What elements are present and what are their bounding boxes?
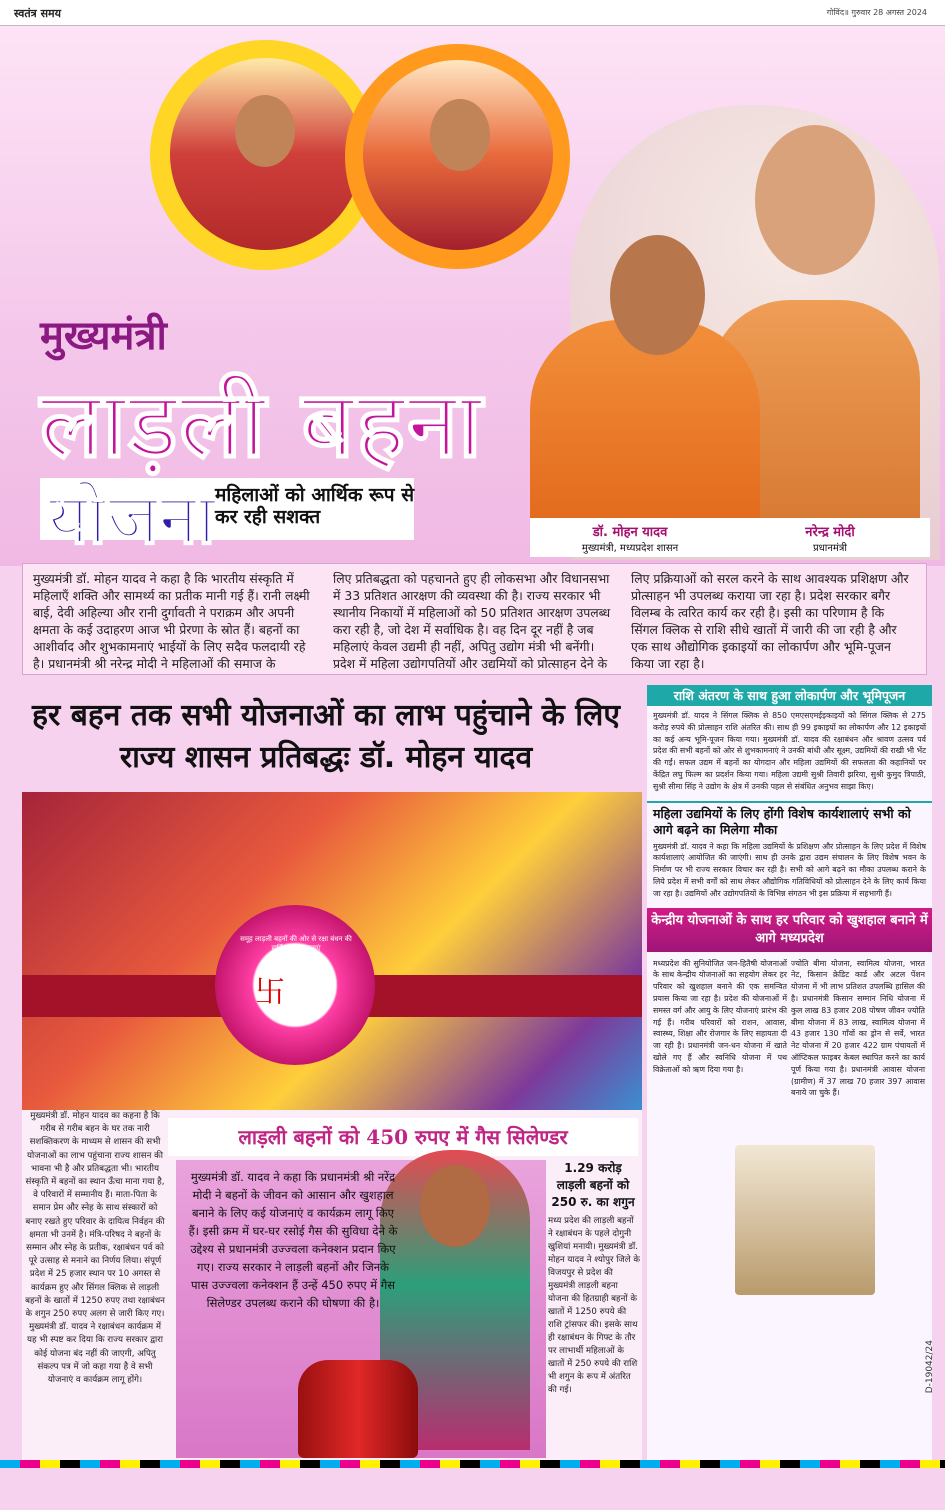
hero-title-line3: योजना	[48, 477, 216, 560]
intro-col-3: लिए प्रक्रियाओं को सरल करने के साथ आवश्यक प्रशिक्षण और प्रोत्साहन भी उपलब्ध कराया जा रहा है। प्रदेश सरकार बगैर विलम्ब के त्वरित कार्य कर रही है। इसी का परिणाम है कि सिंगल क्लिक से राशि सीधे खातों में जारी की जा रही है और एक साथ औद्योगिक इकाइयों का लोकार्पण और भूमि-पूजन किया जा रहा है।	[631, 571, 909, 670]
hero-title-line1: मुख्यमंत्री	[40, 312, 167, 359]
woman-face	[420, 1165, 490, 1247]
hero-title-line2: लाड़ली बहना	[40, 370, 484, 478]
gas-cylinder	[298, 1360, 418, 1458]
right-bar-3: केन्द्रीय योजनाओं के साथ हर परिवार को खुशहाल बनाने में आगे मध्यप्रदेश	[647, 908, 932, 952]
gas-mid-heading: 1.29 करोड़ लाड़ली बहनों को 250 रु. का शगुन	[551, 1161, 635, 1209]
right-text-3a: मध्यप्रदेश की सुनियोजित जन-हितैषी योजनाओं के साथ केन्द्रीय योजनाओं का सहयोग लेकर हर परिवार को खुशहाल बनाने की एक समन्वित प्रयास किया जा रहा है। प्रदेश की योजनाओं में समस्त वर्ग और आयु के लिए योजनाएं प्रारंभ की गई हैं। गरीब परिवारों को राशन, आवास, स्वास्थ्य, शिक्षा और रोजगार के लिए सहायता दी जा रही है। प्रधानमंत्री जन-धन योजना में खाते खोले गए हैं और स्वनिधि योजना में पथ विक्रेताओं को ऋण दिया गया है।	[653, 958, 787, 1074]
gas-panel-text: मुख्यमंत्री डॉ. यादव ने कहा कि प्रधानमंत्री श्री नरेंद्र मोदी ने बहनों के जीवन को आसान और खुशहाल बनाने के लिए कई योजनाएं व कार्यक्रम लागू किए हैं। इसी क्रम में घर-घर रसोई गैस की सुविधा देने के उद्देश्य से प्रधानमंत्री उज्ज्वला कनेक्शन प्रदान किए गए। राज्य सरकार ने लाड़ली बहनों और जिनके पास उज्ज्वला कनेक्शन हैं उन्हें 450 रुपए में गैस सिलेण्डर उपलब्ध कराने की घोषणा की है।	[188, 1170, 398, 1310]
right-bar-1: राशि अंतरण के साथ हुआ लोकार्पण और भूमिपूजन	[647, 685, 932, 706]
header-date: गोविंद॥ गुरुवार 28 अगस्त 2024	[826, 8, 927, 17]
gas-title: लाड़ली बहनों को 450 रुपए में गैस सिलेण्डर	[168, 1118, 638, 1156]
family-photo	[735, 1145, 875, 1295]
intro-box	[22, 563, 927, 675]
right-text-3b: ज्योति बीमा योजना, स्वामित्व योजना, भारत नेट, किसान क्रेडिट कार्ड और अटल पेंशन योजना में भी लाभ प्रतिशत उपलब्धि हासिल की है। प्रधानमंत्री किसान सम्मान निधि योजना में कुल लाख 83 हजार 208 पोषण जीवन ज्योति बीमा योजना में 83 लाख, स्वामित्व योजना में 43 हजार 130 गाँवों का ड्रोन से सर्वे, भारत नेट योजना में 20 हजार 422 ग्राम पंचायतों में ऑप्टिकल फाइबर केबल स्थापित करने का कार्य पूर्ण किया गया है। प्रधानमंत्री आवास योजना (ग्रामीण) में 37 लाख 70 हजार 397 आवास बनाये जा चुके हैं।	[791, 958, 925, 1098]
print-color-bar	[0, 1460, 945, 1468]
right-text-2: मुख्यमंत्री डॉ. यादव ने कहा कि महिला उद्यमियों के प्रशिक्षण और प्रोत्साहन के लिए प्रदेश में विशेष कार्यशालाएं आयोजित की जाएंगी। साथ ही उनके द्वारा उद्यम संचालन के लिए विशेष भवन के निर्माण पर भी राज्य सरकार विचार कर रही है। सभी को आगे बढ़ने का मौका उपलब्ध कराने के लिये प्रदेश में सभी वर्गों को साथ लेकर औद्योगिक गतिविधियों को प्रोत्साहन देने के लिए कार्य किया जा रहा है। उद्यमियों और उद्योगपतियों के विभिन्न संगठन भी इस प्रक्रिया में सहभागी हैं।	[653, 841, 926, 898]
caption-pm: नरेन्द्र मोदी प्रधानमंत्री	[730, 518, 930, 557]
intro-col-2: लिए प्रतिबद्धता को पहचानते हुए ही लोकसभा और विधानसभा में 33 प्रतिशत आरक्षण की व्यवस्था की है। राज्य सरकार भी स्थानीय निकायों में महिलाओं को 50 प्रतिशत आरक्षण उपलब्ध करा रही है, जो देश में सर्वाधिक है। वह दिन दूर नहीं है जब महिलाएं केवल उद्यमी ही नहीं, अपितु उद्योग मंत्री भी बनेंगी। प्रदेश में महिला उद्योगपतियों और उद्यमियों को प्रोत्साहन देने के	[333, 571, 611, 670]
right-sub-2: महिला उद्यमियों के लिए होंगी विशेष कार्यशालाएं सभी को आगे बढ़ने का मिलेगा मौका	[647, 801, 932, 841]
page-header	[0, 0, 945, 26]
photo-banner-text: समूह लाड़ली बहनों की ओर से रक्षा बंधन की हार्दिक शुभकामनाएं	[240, 935, 352, 952]
intro-col-1: मुख्यमंत्री डॉ. मोहन यादव ने कहा है कि भारतीय संस्कृति में महिलाएँ शक्ति और सामर्थ्य का प्रतीक मानी गई हैं। रानी लक्ष्मी बाई, देवी अहिल्या और रानी दुर्गावती ने पराक्रम और अपनी क्षमता के कई उदाहरण आज भी प्रेरणा के स्रोत हैं। बहनों का आशीर्वाद और शुभकामनाएं भाईयों के लिए सदैव फलदायी रहे है। प्रधानमंत्री श्री नरेन्द्र मोदी ने महिलाओं की समाज के	[33, 571, 310, 670]
main-headline: हर बहन तक सभी योजनाओं का लाभ पहुंचाने के लिए राज्य शासन प्रतिबद्धः डॉ. मोहन यादव	[32, 698, 620, 775]
ad-code: D-19042/24	[925, 1340, 935, 1394]
pm-face	[755, 125, 875, 275]
woman-photo-2	[345, 44, 570, 269]
gas-mid-text: मध्य प्रदेश की लाड़ली बहनों ने रक्षाबंधन के पहले दोगुनी खुशियां मनायी। मुख्यमंत्री डॉ. मोहन यादव ने श्योपुर जिले के विजयपुर से प्रदेश की मुख्यमंत्री लाड़ली बहना योजना की हितग्राही बहनों के खातों में 1250 रुपये की राशि ट्रांसफर की। इसके साथ ही रक्षाबंधन के गिफ्ट के तौर पर लाभार्थी महिलाओं के खातों में 250 रुपये की राशि भी शगुन के रूप में अंतरित की गई।	[548, 1216, 640, 1395]
hero-tagline: महिलाओं को आर्थिक रूप से कर रही सशक्त	[215, 484, 415, 528]
gas-left-text: मुख्यमंत्री डॉ. मोहन यादव का कहना है कि गरीब से गरीब बहन के घर तक नारी सशक्तिकरण के माध्यम से शासन की सभी योजनाओं का लाभ पहुंचाना राज्य शासन की भावना भी है और प्रतिबद्धता भी। भारतीय संस्कृति में बहनों का स्थान ऊँचा माना गया है, वे परिवारों में सम्मानीय हैं। माता-पिता के समान प्रेम और स्नेह के साथ संस्कारों को बनाए रखते हुए परिवार के दायित्व निर्वहन की क्षमता भी उनमें है। मंत्रि-परिषद ने बहनों के सम्मान और स्नेह के प्रतीक, रक्षाबंधन पर्व को पूरे उत्साह से मनाने का निर्णय लिया। संपूर्ण प्रदेश में 25 हजार स्थान पर 10 अगस्त से कार्यक्रम हुए और सिंगल क्लिक से लाड़ली बहनों के खातों में 1250 रुपए तथा रक्षाबंधन के शगुन 250 रुपए अलग से जारी किए गए। मुख्यमंत्री डॉ. यादव ने रक्षाबंधन कार्यक्रम में यह भी स्पष्ट कर दिया कि राज्य सरकार द्वारा कोई योजना बंद नहीं की जाएगी, अपितु संकल्प पत्र में जो कहा गया है वे सभी योजनाएं व कार्यक्रम लागू होंगे।	[25, 1111, 165, 1386]
cm-face	[610, 235, 705, 355]
newspaper-name: स्वतंत्र समय	[14, 7, 61, 20]
right-text-1: मुख्यमंत्री डॉ. यादव ने सिंगल क्लिक से 850 एमएसएमईइकाइयों को सिंगल क्लिक से 275 करोड़ रुपये की प्रोत्साहन राशि अंतरित की। साथ ही 99 इकाइयों का लोकार्पण और 12 इकाइयों का कई अन्य भूमि-पूजन किया गया। मुख्यमंत्री डॉ. यादव की रक्षाबंधन और श्रावण उत्सव पर्व प्रदेश की सभी बहनों को ओर से शुभकामनाएं ने उनकी बांधी और सूक्ष्म, उद्यमियों की राखी भी भेंट की गईं। सफल उद्यम में बहनों का योगदान और महिला उद्यमियों की सफलता की कहानियों पर केंद्रित लघु फिल्म का प्रदर्शन किया गया। महिला उद्यमी सुश्री तिवारी झरिया, सुश्री कुमुद त्रिपाठी, सुश्री सीमा सिंह ने उद्योग के क्षेत्र में उनकी पहल से संबंधित अनुभव साझा किए।	[653, 711, 926, 791]
caption-cm: डॉ. मोहन यादव मुख्यमंत्री, मध्यप्रदेश शासन	[530, 518, 730, 557]
rakhi-wheel: 卐	[215, 905, 375, 1065]
right-column	[647, 685, 932, 1460]
